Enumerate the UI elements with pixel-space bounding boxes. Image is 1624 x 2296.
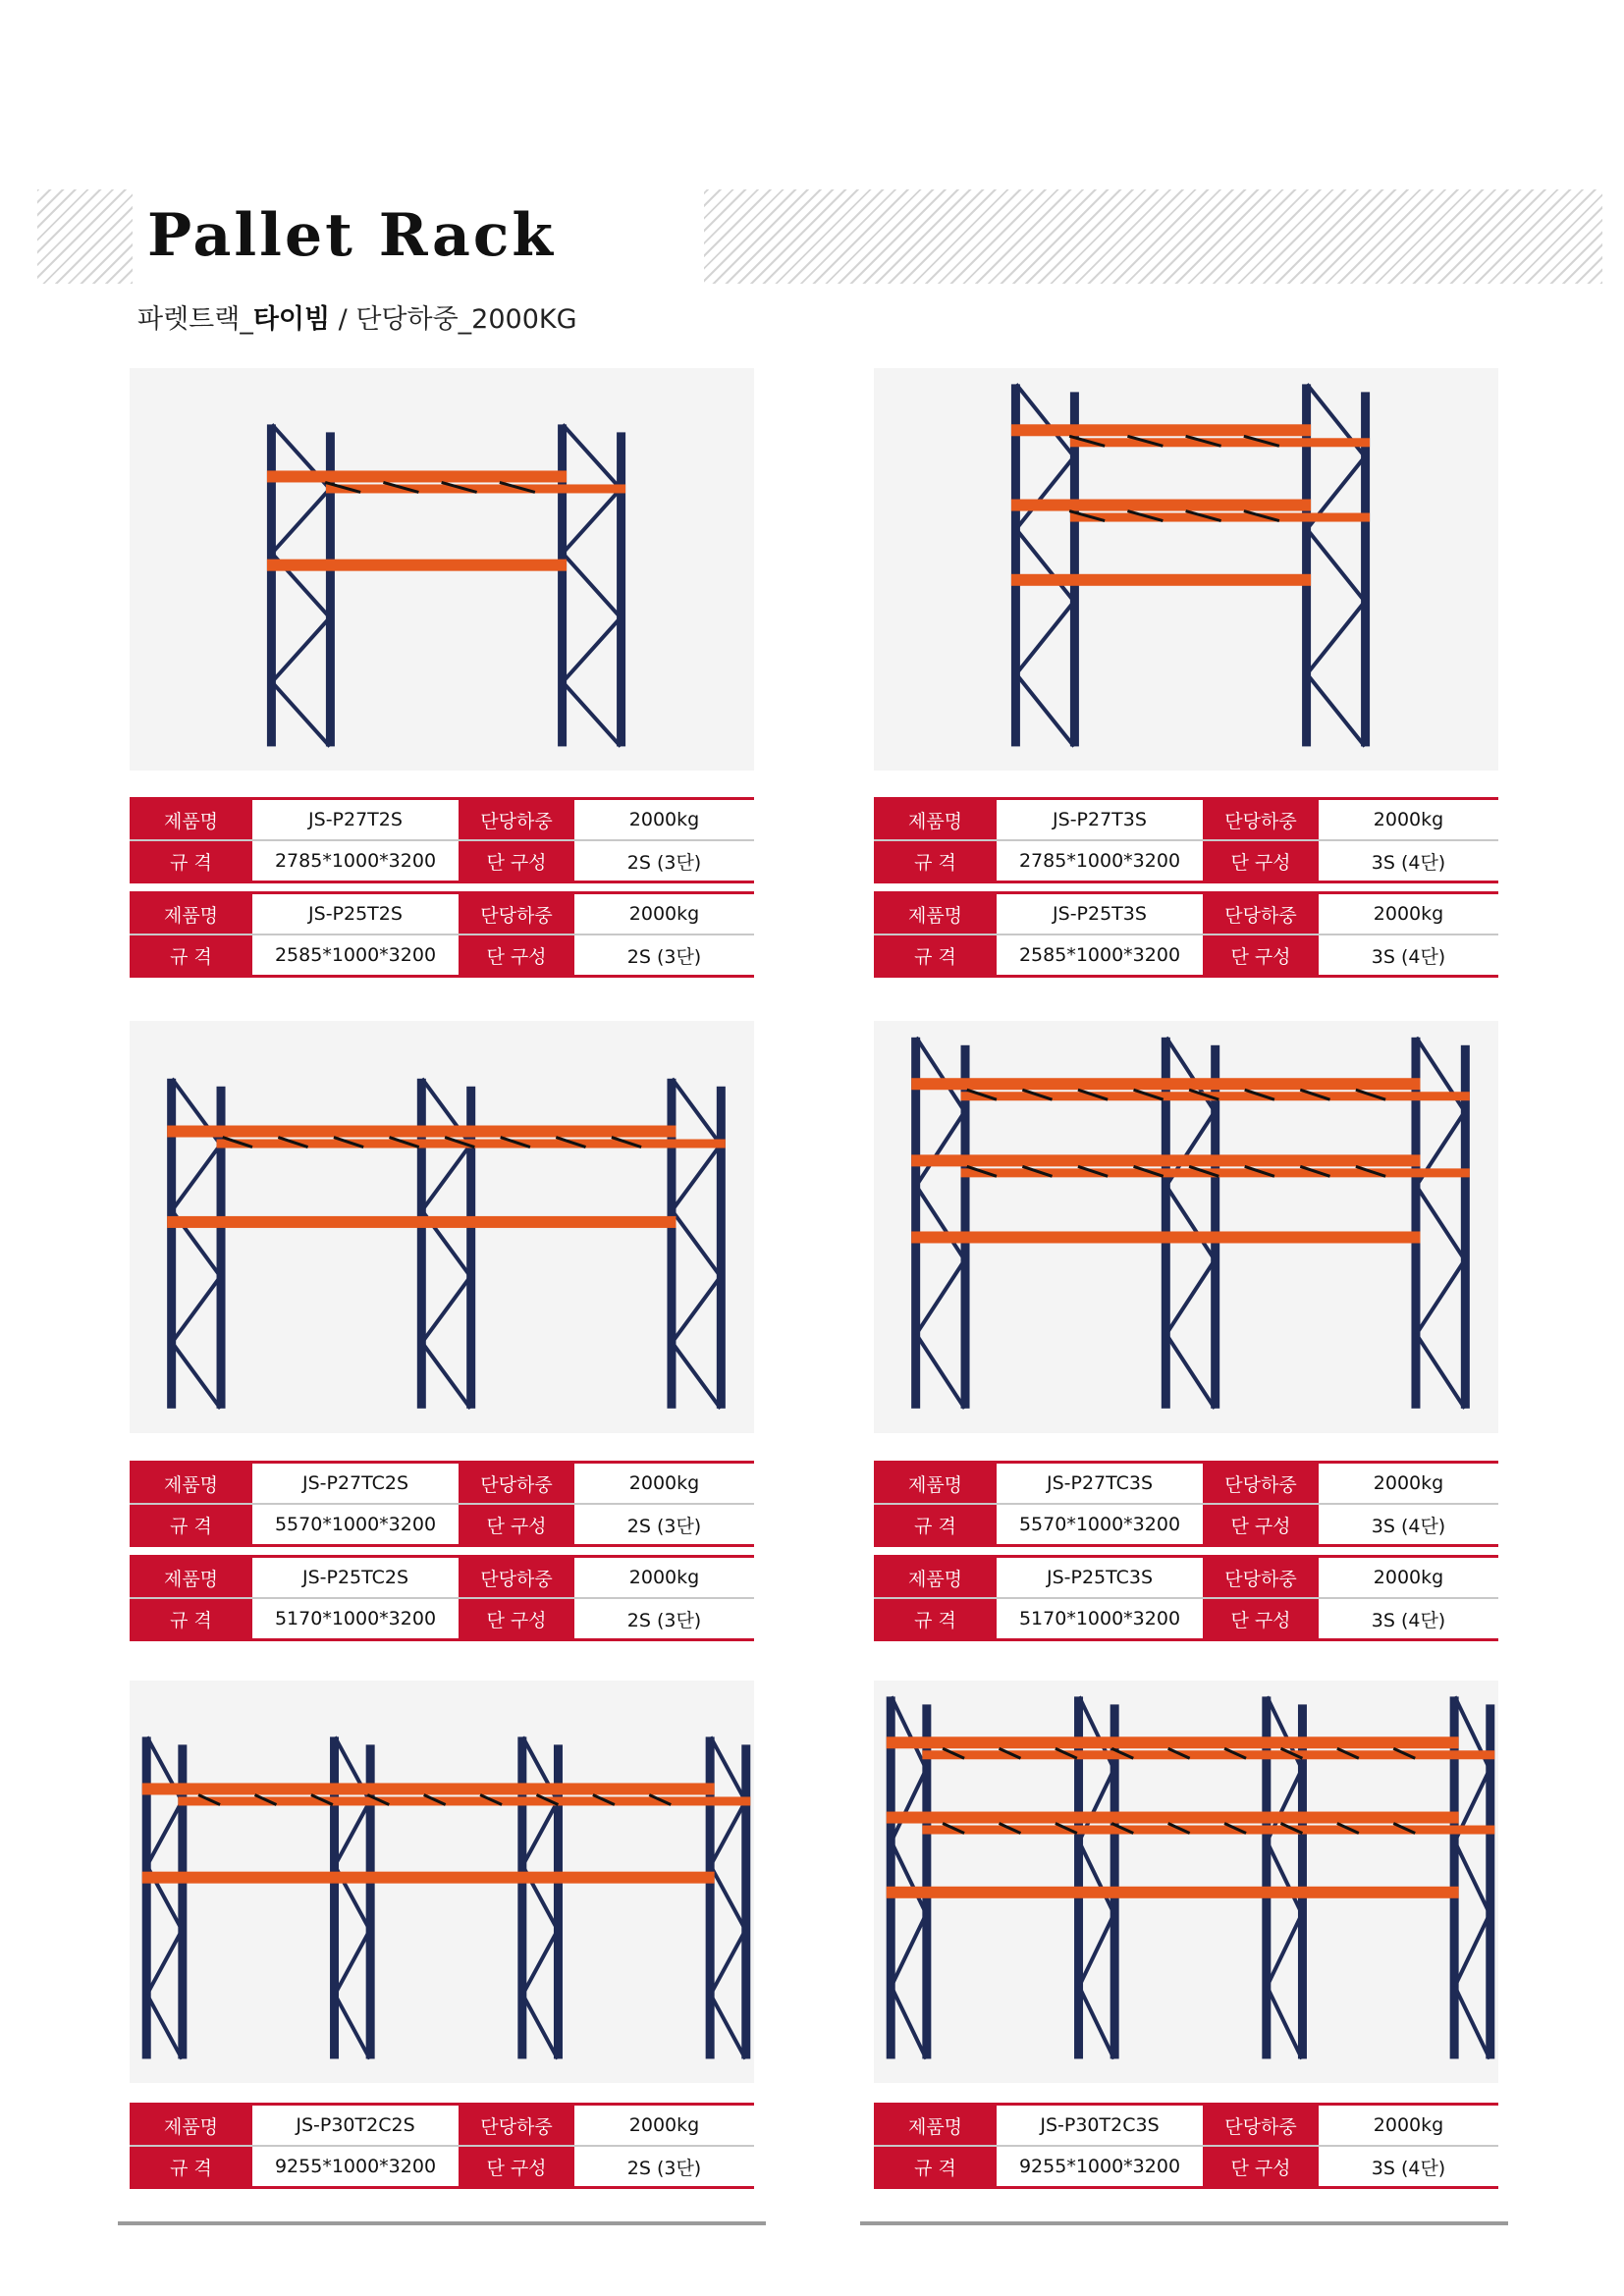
beam-front [911, 1078, 1420, 1090]
level-load: 2000kg [1373, 1472, 1444, 1494]
frame-brace [522, 1995, 558, 2059]
frame-brace [672, 1079, 720, 1145]
frame-brace [892, 1696, 927, 1769]
label-spec: 규 격 [130, 841, 252, 881]
frame-brace [563, 489, 621, 554]
frame-brace [892, 1769, 927, 1842]
spec-row-size [130, 1599, 754, 1641]
product-name: JS-P25TC3S [1046, 1567, 1154, 1588]
label-product-name: 제품명 [874, 800, 997, 839]
rack-illustration [130, 1681, 754, 2083]
spec-row-size [130, 841, 754, 883]
product-name: JS-P27TC3S [1046, 1472, 1154, 1494]
label-level-config: 단 구성 [459, 1599, 574, 1638]
label-product-name: 제품명 [130, 800, 252, 839]
beam-front [1011, 574, 1311, 586]
label-level-load: 단당하중 [1203, 1558, 1319, 1597]
spec-row-size [874, 2147, 1498, 2189]
label-product-name: 제품명 [130, 1464, 252, 1503]
label-level-config: 단 구성 [1203, 2147, 1319, 2186]
frame-brace [1416, 1260, 1464, 1335]
rack-photo [874, 1021, 1498, 1433]
spec-row-name [874, 1461, 1498, 1505]
label-product-name: 제품명 [130, 2106, 252, 2145]
beam-front [142, 1783, 715, 1794]
rack-photo [874, 1681, 1498, 2083]
label-level-config: 단 구성 [459, 1505, 574, 1544]
frame-brace [422, 1276, 470, 1342]
level-config: 2S (3단) [626, 2157, 702, 2179]
frame-brace [916, 1334, 964, 1409]
beam-front [142, 1872, 715, 1884]
label-level-load: 단당하중 [1203, 1464, 1319, 1503]
frame-brace [335, 1930, 370, 1995]
upright-post [717, 1087, 726, 1409]
spec-row-size [130, 935, 754, 978]
product-size: 2585*1000*3200 [1018, 944, 1181, 966]
product-size: 5570*1000*3200 [1018, 1514, 1181, 1535]
frame-brace [1166, 1186, 1215, 1260]
spec-row-size [874, 1599, 1498, 1641]
frame-brace [563, 682, 621, 747]
frame-brace [172, 1343, 220, 1409]
upright-post [911, 1038, 920, 1409]
level-load: 2000kg [1373, 1567, 1444, 1588]
frame-brace [172, 1276, 220, 1342]
rack-illustration [130, 368, 754, 771]
product-name: JS-P30T2C2S [296, 2114, 415, 2136]
label-spec: 규 격 [130, 935, 252, 975]
frame-brace [1016, 602, 1074, 674]
frame-brace [172, 1145, 220, 1210]
beam-front [267, 470, 567, 482]
frame-brace [711, 1801, 746, 1866]
label-product-name: 제품명 [130, 894, 252, 934]
label-spec: 규 격 [130, 2147, 252, 2186]
product-name: JS-P30T2C3S [1040, 2114, 1160, 2136]
spec-row-name [130, 1555, 754, 1599]
frame-brace [1416, 1334, 1464, 1409]
beam-front [911, 1154, 1420, 1166]
frame-brace [916, 1038, 964, 1112]
frame-brace [672, 1343, 720, 1409]
beam-front [911, 1231, 1420, 1243]
spec-table [130, 797, 754, 978]
product-size: 2785*1000*3200 [1018, 850, 1181, 872]
level-config: 3S (4단) [1371, 1515, 1446, 1537]
level-load: 2000kg [1373, 809, 1444, 830]
label-level-load: 단당하중 [459, 800, 574, 839]
product-size: 2785*1000*3200 [274, 850, 437, 872]
beam-front [167, 1216, 676, 1228]
footer-rule-left [118, 2221, 766, 2225]
frame-brace [335, 1801, 370, 1866]
spec-row-name [130, 797, 754, 841]
level-config: 3S (4단) [1371, 851, 1446, 874]
spec-row-size [130, 2147, 754, 2189]
label-level-config: 단 구성 [459, 2147, 574, 2186]
frame-brace [892, 1987, 927, 2059]
level-config: 3S (4단) [1371, 1609, 1446, 1631]
label-product-name: 제품명 [874, 2106, 997, 2145]
label-level-config: 단 구성 [1203, 935, 1319, 975]
frame-brace [916, 1186, 964, 1260]
frame-brace [1455, 1842, 1490, 1914]
product-size: 5570*1000*3200 [274, 1514, 437, 1535]
upright-post [617, 432, 625, 746]
level-config: 3S (4단) [1371, 945, 1446, 968]
frame-brace [1416, 1186, 1464, 1260]
level-load: 2000kg [1373, 2114, 1444, 2136]
label-product-name: 제품명 [874, 894, 997, 934]
level-config: 2S (3단) [626, 851, 702, 874]
spec-row-name [874, 2103, 1498, 2147]
label-spec: 규 격 [130, 1505, 252, 1544]
frame-brace [1079, 1914, 1114, 1987]
level-config: 2S (3단) [626, 945, 702, 968]
frame-brace [1166, 1260, 1215, 1335]
frame-brace [1267, 1842, 1302, 1914]
spec-table [130, 2103, 754, 2189]
frame-brace [672, 1210, 720, 1276]
frame-brace [272, 489, 330, 554]
frame-brace [1455, 1987, 1490, 2059]
subtitle-suffix: / 단당하중_2000KG [330, 304, 577, 335]
label-level-config: 단 구성 [1203, 841, 1319, 881]
frame-brace [672, 1276, 720, 1342]
spec-row-size [874, 841, 1498, 883]
spec-table [874, 1461, 1498, 1641]
beam-front [167, 1126, 676, 1138]
rack-photo [130, 368, 754, 771]
spec-row-name [130, 891, 754, 935]
product-name: JS-P27T2S [308, 809, 403, 830]
frame-brace [711, 1930, 746, 1995]
label-spec: 규 격 [874, 1505, 997, 1544]
product-size: 9255*1000*3200 [1018, 2156, 1181, 2177]
frame-brace [147, 1801, 183, 1866]
frame-brace [563, 617, 621, 682]
spec-table [874, 797, 1498, 978]
subtitle-prefix: 파렛트랙_ [137, 304, 253, 335]
frame-brace [892, 1914, 927, 1987]
beam-front [1011, 424, 1311, 436]
level-load: 2000kg [628, 1472, 700, 1494]
frame-brace [916, 1111, 964, 1186]
spec-row-name [130, 2103, 754, 2147]
frame-brace [1455, 1914, 1490, 1987]
label-spec: 규 격 [874, 935, 997, 975]
level-config: 2S (3단) [626, 1609, 702, 1631]
frame-brace [563, 554, 621, 618]
label-level-load: 단당하중 [459, 1558, 574, 1597]
label-level-load: 단당하중 [459, 1464, 574, 1503]
header-hatch-right [704, 189, 1602, 284]
frame-brace [711, 1736, 746, 1801]
label-level-load: 단당하중 [459, 2106, 574, 2145]
beam-front [887, 1887, 1459, 1898]
frame-brace [422, 1343, 470, 1409]
product-name: JS-P25T2S [308, 903, 403, 925]
spec-row-size [874, 935, 1498, 978]
label-level-load: 단당하중 [1203, 800, 1319, 839]
product-size: 9255*1000*3200 [274, 2156, 437, 2177]
product-size: 5170*1000*3200 [1018, 1608, 1181, 1629]
spec-row-name [130, 1461, 754, 1505]
label-spec: 규 격 [130, 1599, 252, 1638]
product-size: 5170*1000*3200 [274, 1608, 437, 1629]
rack-illustration [874, 1681, 1498, 2083]
label-spec: 규 격 [874, 2147, 997, 2186]
spec-table [874, 2103, 1498, 2189]
beam-front [887, 1812, 1459, 1824]
label-spec: 규 격 [874, 1599, 997, 1638]
spec-row-name [874, 891, 1498, 935]
frame-brace [1016, 384, 1074, 456]
upright-post [887, 1696, 895, 2058]
frame-brace [1267, 1987, 1302, 2059]
page-subtitle [137, 297, 577, 336]
product-name: JS-P25TC2S [301, 1567, 409, 1588]
label-level-load: 단당하중 [459, 894, 574, 934]
level-load: 2000kg [628, 2114, 700, 2136]
label-level-config: 단 구성 [459, 841, 574, 881]
label-level-config: 단 구성 [1203, 1505, 1319, 1544]
level-config: 2S (3단) [626, 1515, 702, 1537]
label-level-config: 단 구성 [1203, 1599, 1319, 1638]
label-level-load: 단당하중 [1203, 2106, 1319, 2145]
level-load: 2000kg [628, 903, 700, 925]
frame-brace [1307, 674, 1365, 747]
frame-brace [563, 424, 621, 489]
rack-photo [130, 1021, 754, 1433]
spec-table [130, 1461, 754, 1641]
frame-brace [272, 617, 330, 682]
spec-row-name [874, 1555, 1498, 1599]
frame-brace [1166, 1334, 1215, 1409]
level-load: 2000kg [628, 809, 700, 830]
frame-brace [1016, 456, 1074, 529]
label-level-config: 단 구성 [459, 935, 574, 975]
frame-brace [1267, 1914, 1302, 1987]
frame-brace [335, 1995, 370, 2059]
product-size: 2585*1000*3200 [274, 944, 437, 966]
subtitle-emphasis: 타이빔 [252, 304, 331, 335]
frame-brace [522, 1801, 558, 1866]
rack-photo [874, 368, 1498, 771]
frame-brace [1079, 1842, 1114, 1914]
beam-front [267, 560, 567, 571]
rack-photo [130, 1681, 754, 2083]
label-product-name: 제품명 [874, 1464, 997, 1503]
upright-post [741, 1744, 750, 2058]
frame-brace [422, 1145, 470, 1210]
level-load: 2000kg [628, 1567, 700, 1588]
rack-illustration [874, 368, 1498, 771]
frame-brace [522, 1930, 558, 1995]
spec-row-size [130, 1505, 754, 1547]
frame-brace [147, 1995, 183, 2059]
page-title: Pallet Rack [147, 201, 556, 270]
spec-row-name [874, 797, 1498, 841]
frame-brace [1307, 529, 1365, 602]
label-product-name: 제품명 [130, 1558, 252, 1597]
label-spec: 규 격 [874, 841, 997, 881]
header-hatch-left [37, 189, 133, 284]
label-level-load: 단당하중 [1203, 894, 1319, 934]
beam-front [1011, 500, 1311, 511]
product-name: JS-P27TC2S [301, 1472, 409, 1494]
upright-post [1011, 384, 1020, 746]
frame-brace [1079, 1987, 1114, 2059]
rack-illustration [874, 1021, 1498, 1433]
spec-row-size [874, 1505, 1498, 1547]
frame-brace [1016, 674, 1074, 747]
footer-rule-right [860, 2221, 1508, 2225]
frame-brace [892, 1842, 927, 1914]
label-product-name: 제품명 [874, 1558, 997, 1597]
level-load: 2000kg [1373, 903, 1444, 925]
frame-brace [147, 1930, 183, 1995]
beam-front [887, 1736, 1459, 1748]
frame-brace [1016, 529, 1074, 602]
product-name: JS-P27T3S [1053, 809, 1147, 830]
level-config: 3S (4단) [1371, 2157, 1446, 2179]
frame-brace [672, 1145, 720, 1210]
frame-brace [916, 1260, 964, 1335]
product-name: JS-P25T3S [1053, 903, 1147, 925]
frame-brace [272, 682, 330, 747]
frame-brace [711, 1995, 746, 2059]
rack-illustration [130, 1021, 754, 1433]
frame-brace [1307, 602, 1365, 674]
frame-brace [711, 1866, 746, 1931]
